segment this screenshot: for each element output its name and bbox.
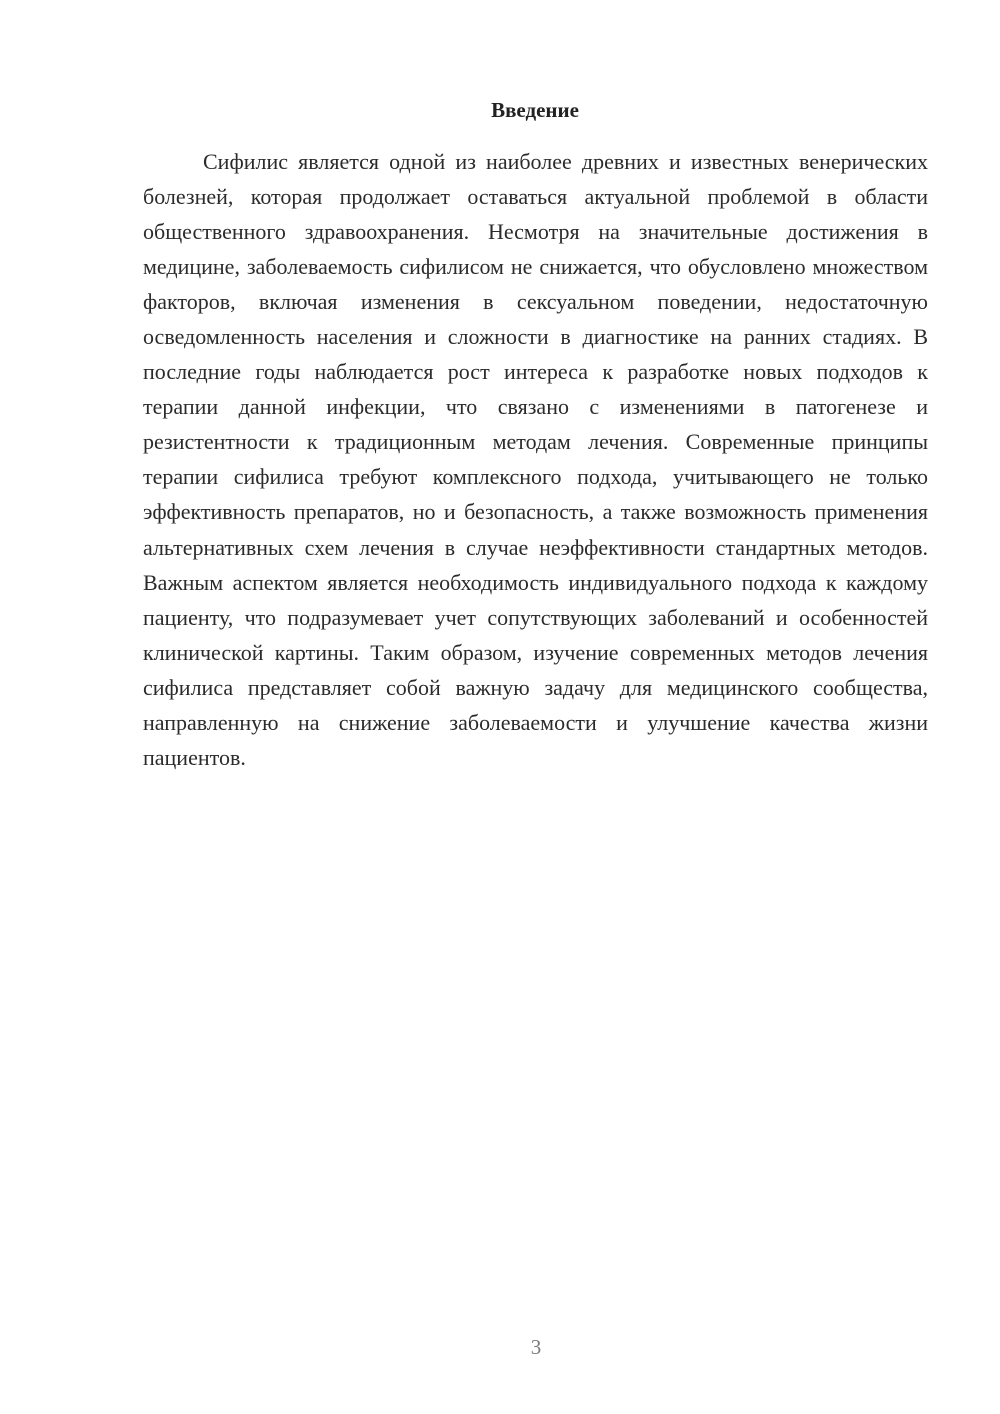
introduction-paragraph: Сифилис является одной из наиболее древних и известных венерических болезней, которая продолжает оставаться актуальной проблемой в области общественного здравоохранения. Несмотря на значительные достижения в медицине, заболеваемость сифилисом не снижается, что обусловлено множеством факторов, включая изменения в сексуальном поведении, недостаточную осведомленность населения и сложности в диагностике на ранних стадиях. В последние годы наблюдается рост интереса к разработке новых подходов к терапии данной инфекции, что связано с изменениями в патогенезе и резистентности к традиционным методам лечения. Современные принципы терапии сифилиса требуют комплексного подхода, учитывающего не только эффективность препаратов, но и безопасность, а также возможность применения альтернативных схем лечения в случае неэффективности стандартных методов. Важным аспектом является необходимость индивидуального подхода к каждому пациенту, что подразумевает учет сопутствующих заболеваний и особенностей клинической картины. Таким образом, изучение современных методов лечения сифилиса представляет собой важную задачу для медицинского сообщества, направленную на снижение заболеваемости и улучшение качества жизни пациентов. [143, 149, 928, 770]
section-heading: Введение [491, 98, 579, 122]
page-number: 3 [530, 1335, 542, 1359]
